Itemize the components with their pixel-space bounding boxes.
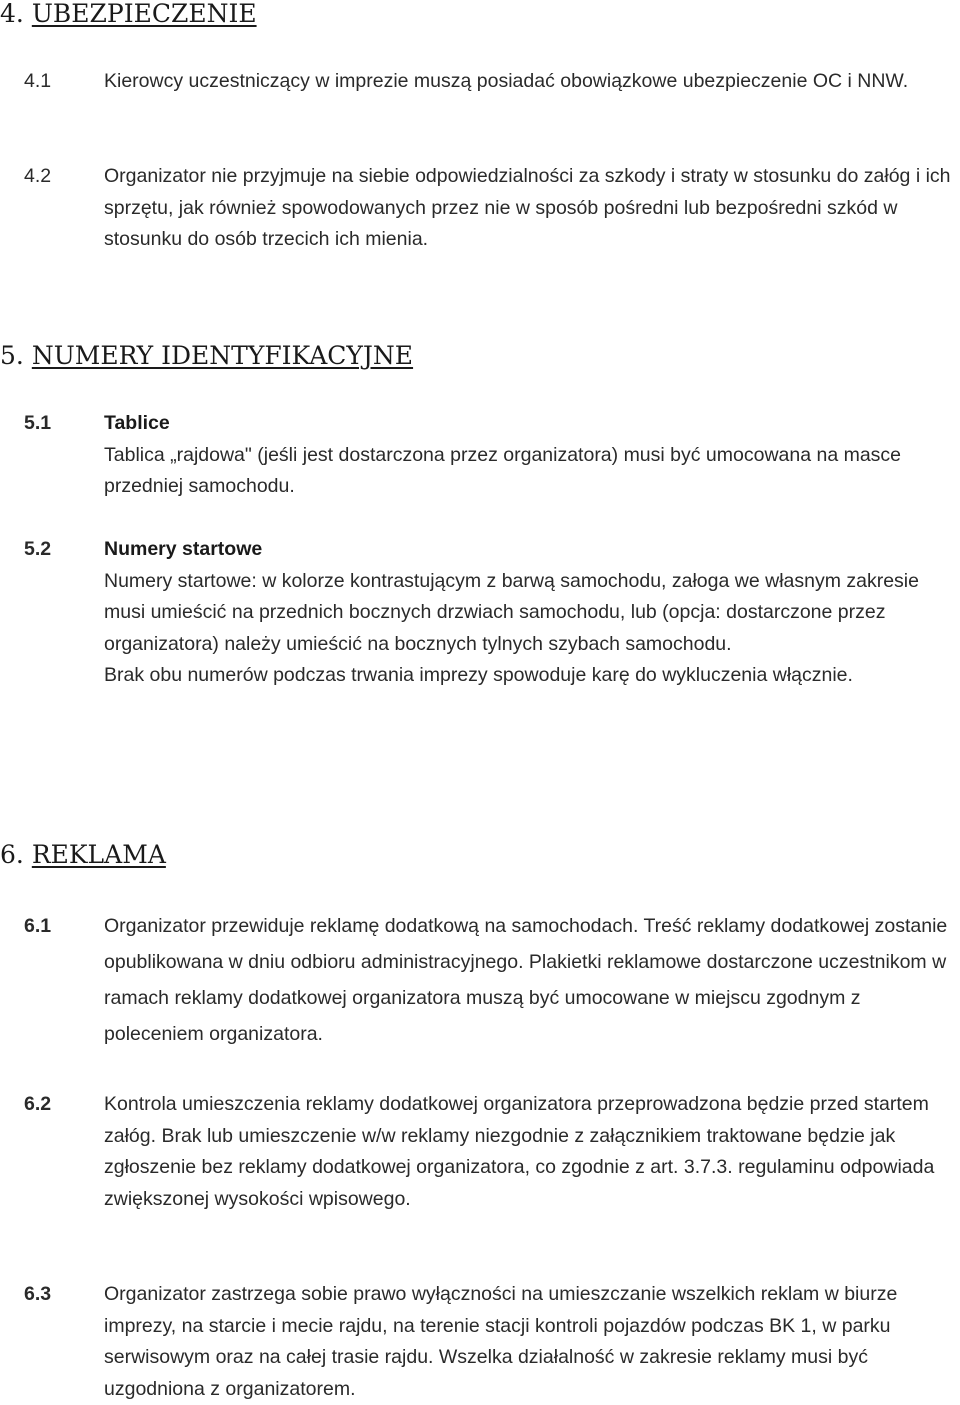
clause-text: Kierowcy uczestniczący w imprezie muszą posiadać obowiązkowe ubezpieczenie OC i NNW. [104, 70, 909, 92]
section-6-title: REKLAMA [31, 840, 166, 869]
clause-paragraph: Brak obu numerów podczas trwania imprezy spowoduje karę do wykluczenia włącznie. [104, 664, 853, 686]
clause-number: 5.1 [24, 412, 52, 434]
section-4-title: UBEZPIECZENIE [31, 0, 257, 28]
section-6-number: 6. [0, 840, 24, 869]
section-4-heading [0, 0, 257, 29]
clause-paragraph: Tablica „rajdowa" (jeśli jest dostarczona przez organizatora) musi być umocowana na masce przedniej samochodu. [104, 443, 902, 497]
clause-number: 4.1 [24, 70, 52, 92]
clause-paragraph: Numery startowe: w kolorze kontrastującym z barwą samochodu, załoga we własnym zakresie musi umieścić na przednich bocznych drzwiach samochodu, lub (opcja: dostarczone przez organizatora) należy umieścić na bocznych tylnych szybach samochodu. [104, 569, 919, 655]
clause-number: 6.2 [24, 1093, 52, 1115]
clause-text: Kontrola umieszczenia reklamy dodatkowej organizatora przeprowadzona będzie przed startem załóg. Brak lub umieszczenie w/w reklamy niezgodnie z załącznikiem traktowane będzie jak zgłoszenie bez reklamy dodatkowej organizatora, co zgodnie z art. 3.7.3. regulaminu odpowiada zwiększonej wysokości wpisowego. [104, 1093, 935, 1210]
section-5-heading [0, 341, 413, 371]
section-5-title: NUMERY IDENTYFIKACYJNE [31, 341, 414, 370]
clause-number: 6.1 [24, 915, 52, 937]
clause-text: Organizator nie przyjmuje na siebie odpowiedzialności za szkody i straty w stosunku do załóg i ich sprzętu, jak również spowodowanych przez nie w sposób pośredni lub bezpośredni szkód w stosunku do osób trzecich ich mienia. [104, 165, 951, 250]
clause-number: 4.2 [24, 165, 52, 187]
clause-number: 6.3 [24, 1283, 52, 1305]
clause-title: Tablice [104, 412, 170, 434]
section-4-number: 4. [0, 0, 24, 28]
clause-text: Organizator przewiduje reklamę dodatkową na samochodach. Treść reklamy dodatkowej zostanie opublikowana w dniu odbioru administracyjnego. Plakietki reklamowe dostarczone uczestnikom w ramach reklamy dodatkowej organizatora muszą być umocowane w miejscu zgodnym z poleceniem organizatora. [104, 915, 948, 1045]
clause-title: Numery startowe [104, 538, 263, 560]
clause-text: Organizator zastrzega sobie prawo wyłączności na umieszczanie wszelkich reklam w biurze imprezy, na starcie i mecie rajdu, na terenie stacji kontroli pojazdów podczas BK 1, w parku serwisowym oraz na całej trasie rajdu. Wszelka działalność w zakresie reklamy musi być uzgodniona z organizatorem. [104, 1283, 898, 1400]
clause-number: 5.2 [24, 538, 52, 560]
section-5-number: 5. [0, 341, 24, 370]
section-6-heading [0, 840, 166, 870]
